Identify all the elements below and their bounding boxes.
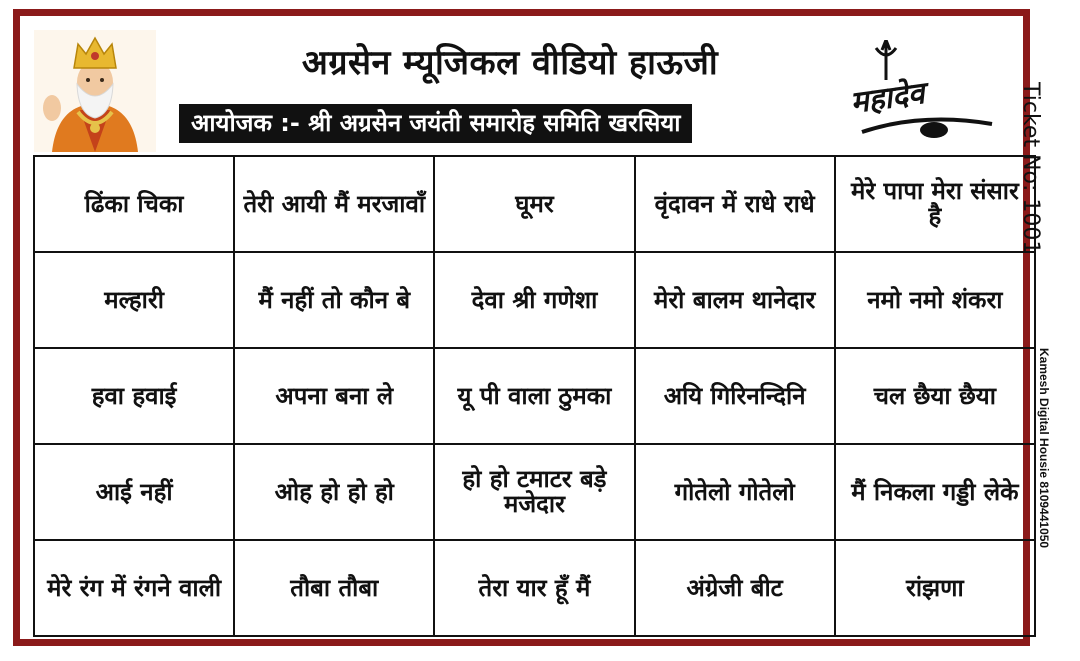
song-cell[interactable]: वृंदावन में राधे राधे: [635, 156, 835, 252]
song-cell[interactable]: तौबा तौबा: [234, 540, 434, 636]
grid-row: [34, 444, 1035, 540]
grid-row: [34, 252, 1035, 348]
grid-row: [34, 156, 1035, 252]
ticket-grid: [33, 155, 1036, 637]
grid-row: [34, 540, 1035, 636]
song-cell[interactable]: तेरी आयी मैं मरजावाँ: [234, 156, 434, 252]
song-cell[interactable]: देवा श्री गणेशा: [434, 252, 634, 348]
song-cell[interactable]: गोतेलो गोतेलो: [635, 444, 835, 540]
song-cell[interactable]: ओह हो हो हो: [234, 444, 434, 540]
song-cell[interactable]: नमो नमो शंकरा: [835, 252, 1035, 348]
ticket-header: [20, 16, 1023, 156]
song-cell[interactable]: अंग्रेजी बीट: [635, 540, 835, 636]
organizer-banner: आयोजक :- श्री अग्रसेन जयंती समारोह समिति खरसिया: [179, 104, 692, 143]
ticket-number: Ticket No: 1001: [1018, 82, 1043, 255]
housie-ticket: [13, 9, 1030, 646]
song-cell[interactable]: मल्हारी: [34, 252, 234, 348]
song-cell[interactable]: मेरो बालम थानेदार: [635, 252, 835, 348]
song-cell[interactable]: ढिंका चिका: [34, 156, 234, 252]
song-cell[interactable]: अपना बना ले: [234, 348, 434, 444]
credit-text: Kamesh Digital Housie 8109441050: [1037, 348, 1051, 549]
song-cell[interactable]: आई नहीं: [34, 444, 234, 540]
logo-text: महादेव: [848, 75, 927, 121]
song-cell[interactable]: मेरे पापा मेरा संसार है: [835, 156, 1035, 252]
song-cell[interactable]: चल छैया छैया: [835, 348, 1035, 444]
song-cell[interactable]: घूमर: [434, 156, 634, 252]
song-cell[interactable]: मेरे रंग में रंगने वाली: [34, 540, 234, 636]
song-cell[interactable]: यू पी वाला ठुमका: [434, 348, 634, 444]
mahadev-logo: [842, 40, 1010, 144]
page-title: अग्रसेन म्यूजिकल वीडियो हाऊजी: [301, 43, 719, 83]
avatar: [34, 30, 156, 152]
song-cell[interactable]: मैं नहीं तो कौन बे: [234, 252, 434, 348]
song-cell[interactable]: तेरा यार हूँ मैं: [434, 540, 634, 636]
song-cell[interactable]: रांझणा: [835, 540, 1035, 636]
grid-row: [34, 348, 1035, 444]
song-cell[interactable]: हो हो टमाटर बड़े मजेदार: [434, 444, 634, 540]
song-cell[interactable]: हवा हवाई: [34, 348, 234, 444]
song-cell[interactable]: अयि गिरिनन्दिनि: [635, 348, 835, 444]
song-cell[interactable]: मैं निकला गड्डी लेके: [835, 444, 1035, 540]
